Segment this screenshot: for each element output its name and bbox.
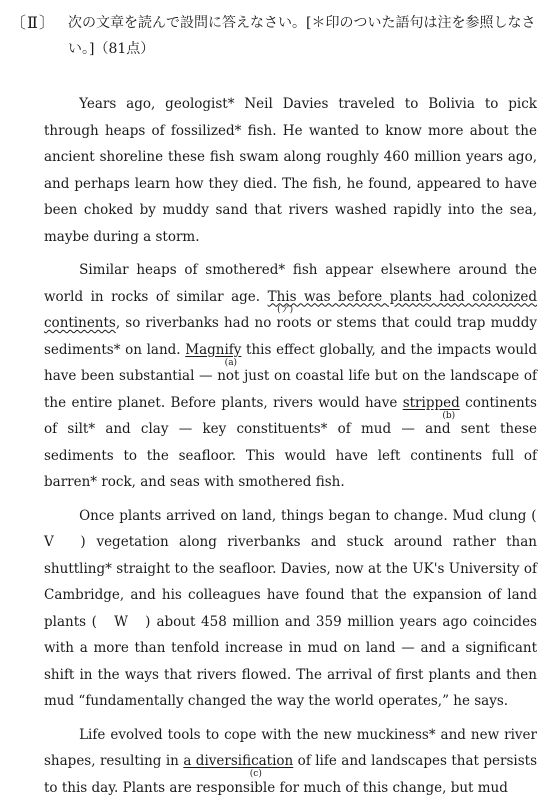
blank-w: ( W ) [91, 613, 151, 630]
reading-passage [44, 91, 551, 808]
paragraph-3-text-1: Once plants arrived on land, things began to change. Mud clung [79, 507, 532, 524]
question-instruction: 次の文章を読んで設問に答えなさい。[＊印のついた語句は注を参照しなさい。]（81点） [68, 15, 536, 57]
underlined-word-b-text: stripped [402, 394, 460, 411]
paragraph-2-text-3: this effect globally, and the impacts would have been substantial — not just on coastal life but on the landscape of the entire planet. Before plants, rivers would have [44, 341, 537, 411]
underlined-phrase-a-text: This was before plants had colonized continents [44, 288, 537, 331]
underlined-phrase-c [183, 753, 294, 779]
paragraph-4 [44, 722, 537, 802]
blank-v: ( V ) [44, 507, 551, 550]
paragraph-3-text-2: vegetation along riverbanks and stuck around rather than shuttling* straight to the seafloor. Davies, now at the UK's University of Cambridge, and his colleagues have found that the expansion of land plants [44, 534, 537, 630]
marker-a-katakana: (ア) [277, 304, 294, 315]
marker-c: (c) [249, 769, 262, 779]
question-header [10, 10, 550, 62]
paragraph-1-text: Years ago, geologist* Neil Davies traveled to Bolivia to pick through heaps of fossilized* fish. He wanted to know more about the ancient shoreline these fish swam along roughly 460 million years ago, and perhaps learn how they died. The fish, he found, appeared to have been choked by muddy sand that rivers washed rapidly into the sea, maybe during a storm. [44, 96, 537, 245]
paragraph-3-text-3: about 458 million and 359 million years ago coincides with a more than tenfold increase in mud on land — and a significant shift in the ways that rivers flowed. The arrival of first plants and then mud “fundamentally changed the way the world operates,” he says. [44, 613, 537, 709]
paragraph-4-text-2: of life and landscapes that persists to this day. Plants are responsible for much of this change, but mud [44, 753, 537, 796]
paragraph-4-text-1: Life evolved tools to cope with the new muckiness* and new river shapes, resulting in [44, 726, 537, 769]
underlined-word-a-text: Magnify [185, 341, 242, 358]
paragraph-2-text-1: Similar heaps of smothered* fish appear elsewhere around the world in rocks of similar age. [44, 262, 537, 305]
underlined-phrase-c-text: a diversification [183, 753, 294, 769]
marker-a: (a) [224, 357, 238, 368]
paragraph-1 [44, 91, 537, 250]
underlined-word-b [402, 394, 460, 421]
underlined-word-a [185, 341, 242, 368]
paragraph-2-text-2: , so riverbanks had no roots or stems that could trap muddy sediments* on land. [44, 315, 537, 358]
question-number: 〔Ⅱ〕 [10, 13, 56, 32]
paragraph-3 [44, 503, 551, 715]
paragraph-2 [44, 257, 537, 496]
marker-b: (b) [442, 410, 456, 421]
paragraph-2-text-4: continents of silt* and clay — key constituents* of mud — and sent these sediments to the seafloor. This would have left continents full of barren* rock, and seas with smothered fish. [44, 394, 537, 490]
